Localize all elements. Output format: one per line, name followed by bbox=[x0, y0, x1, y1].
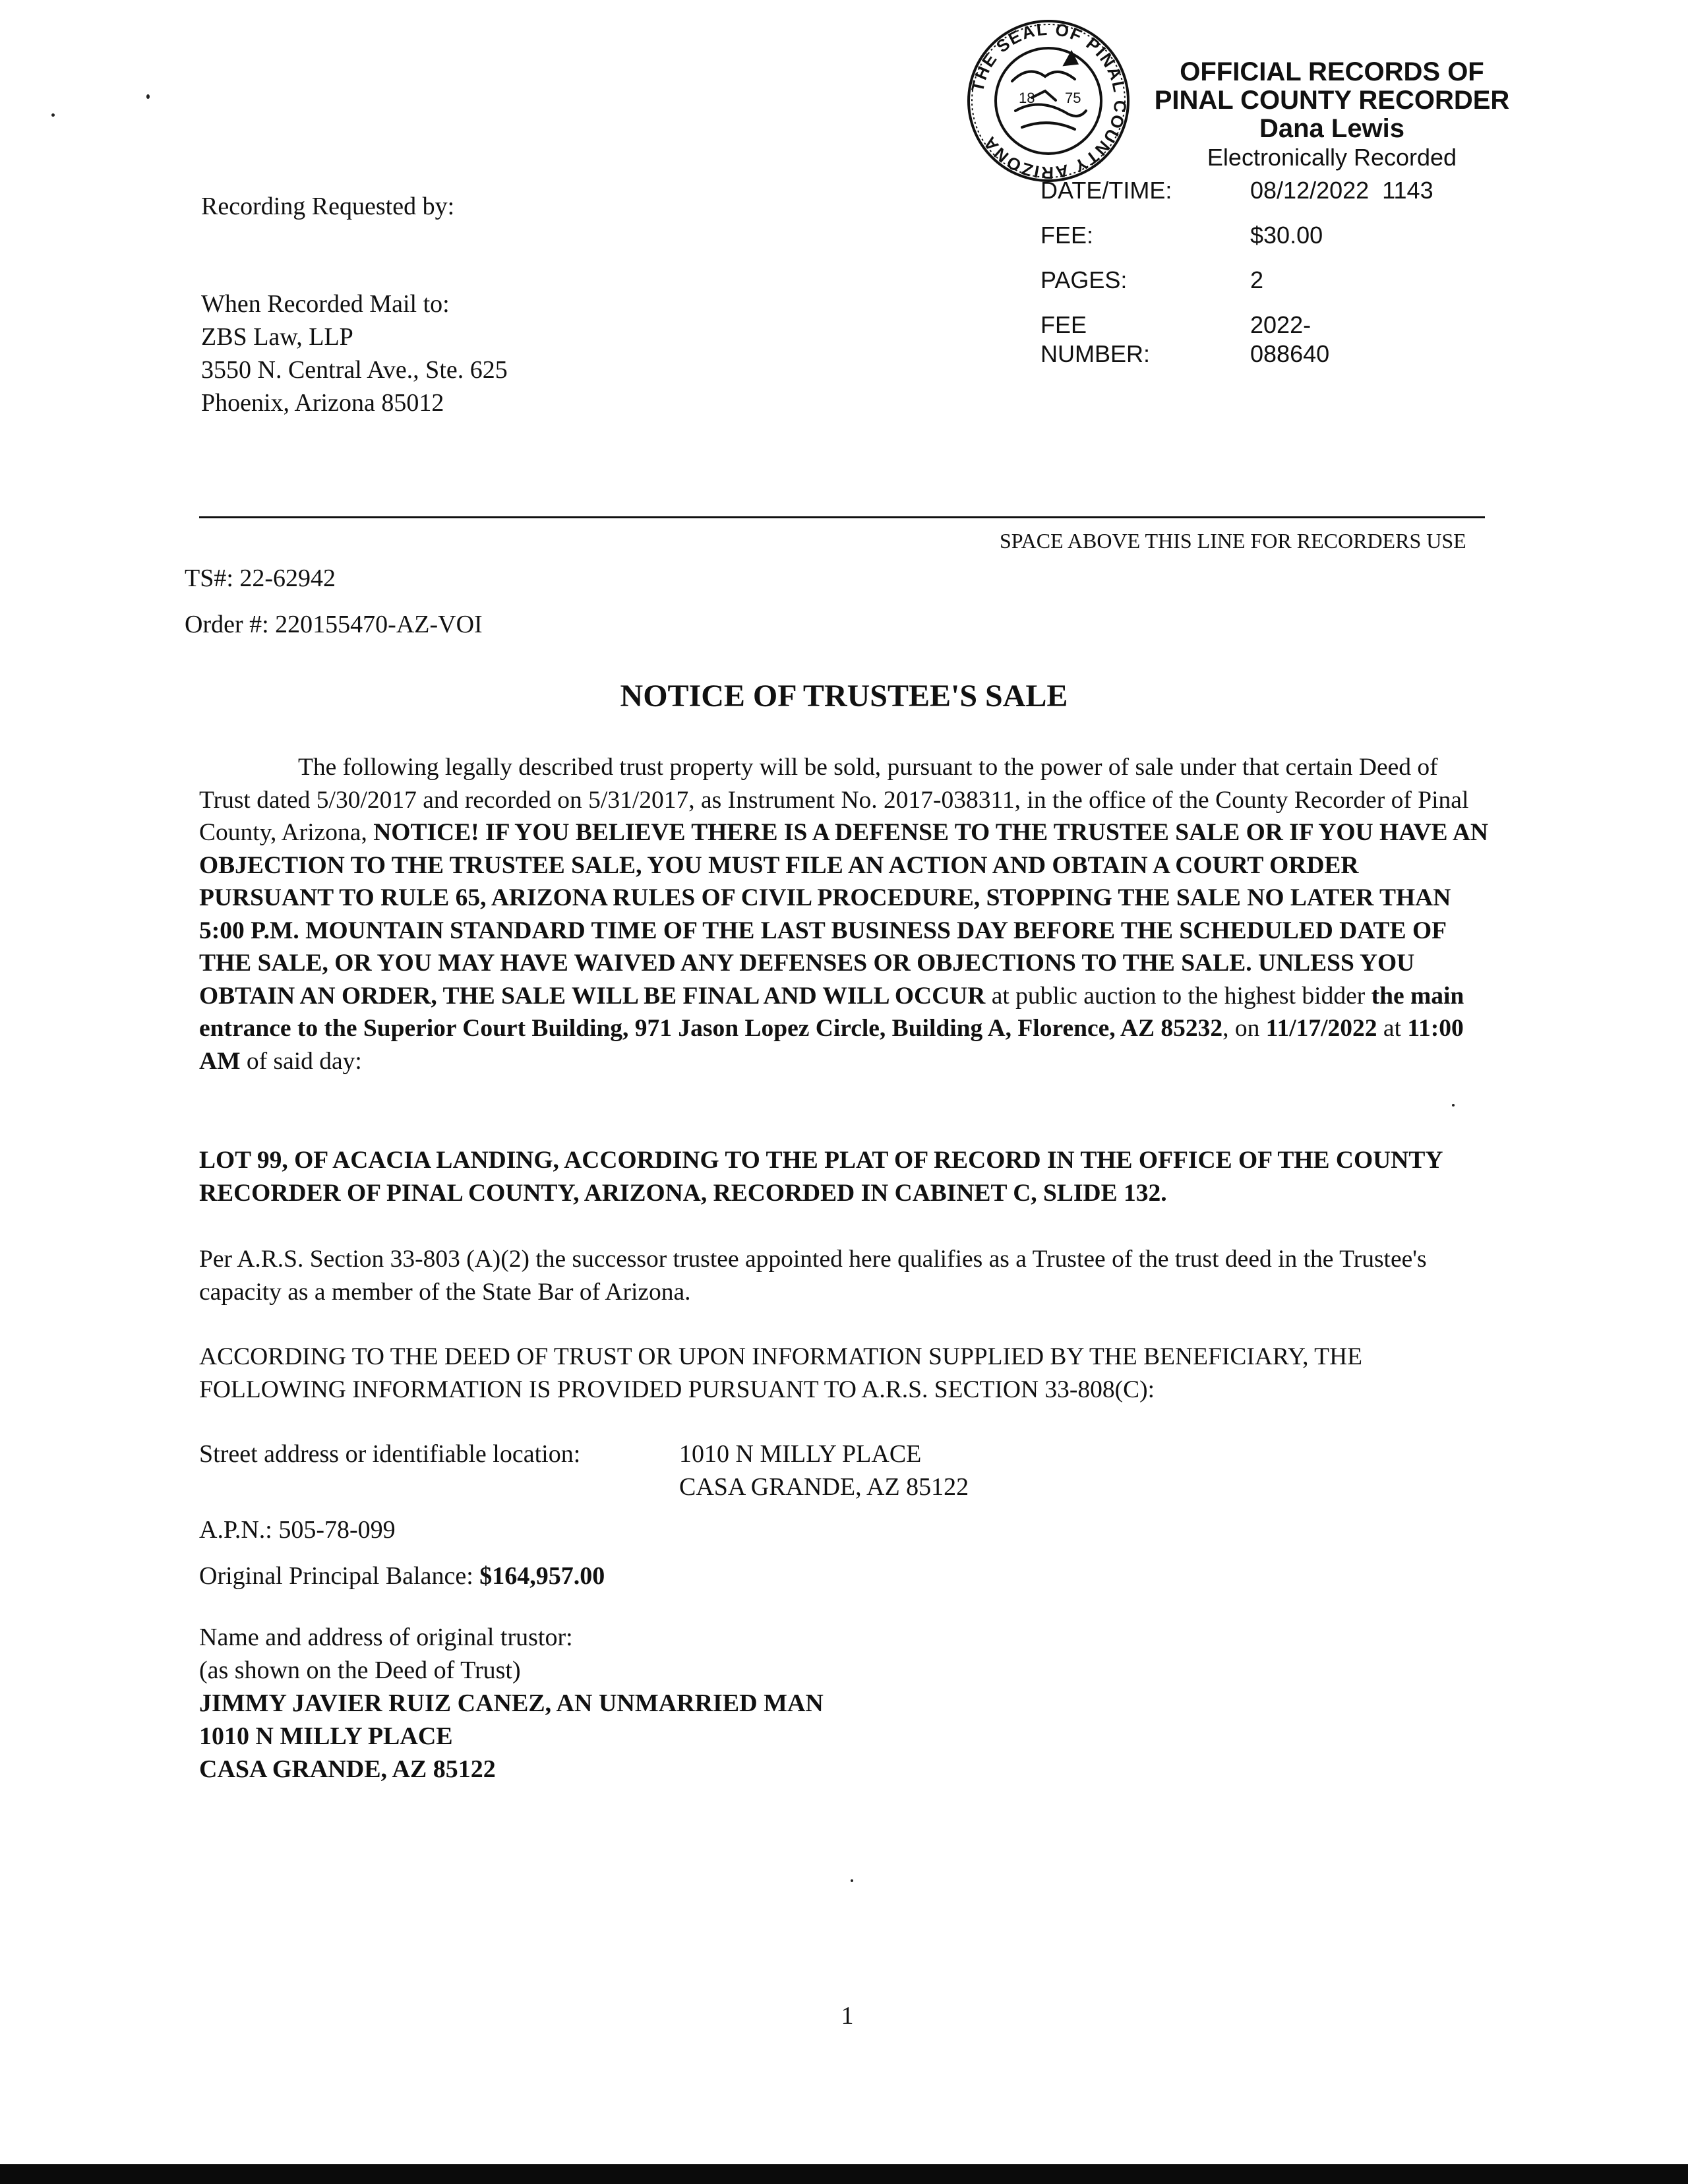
document-title: NOTICE OF TRUSTEE'S SALE bbox=[620, 679, 1068, 713]
info-paragraph: ACCORDING TO THE DEED OF TRUST OR UPON INFORMATION SUPPLIED BY THE BENEFICIARY, THE FOLLOWING INFORMATION IS PROVIDED PURSUANT TO A.R.S. SECTION 33-808(C): bbox=[199, 1343, 1363, 1403]
recorder-header bbox=[1134, 58, 1530, 171]
ts-number: TS#: 22-62942 bbox=[185, 564, 336, 592]
notice-at: at bbox=[1383, 1015, 1401, 1042]
scan-speck bbox=[851, 1879, 853, 1882]
legal-description: LOT 99, OF ACACIA LANDING, ACCORDING TO THE PLAT OF RECORD IN THE OFFICE OF THE COUNTY RECORDER OF PINAL COUNTY, ARIZONA, RECORDED IN CABINET C, SLIDE 132. bbox=[199, 1147, 1443, 1207]
trustor-block bbox=[199, 1621, 824, 1786]
recorders-use-note: SPACE ABOVE THIS LINE FOR RECORDERS USE bbox=[1000, 529, 1466, 553]
recorder-fields bbox=[1040, 176, 1502, 367]
principal-balance-row bbox=[199, 1560, 605, 1592]
county-seal bbox=[966, 18, 1131, 183]
scan-bottom-border bbox=[0, 2164, 1688, 2184]
trustor-name: JIMMY JAVIER RUIZ CANEZ, AN UNMARRIED MAN bbox=[199, 1689, 824, 1717]
order-number: Order #: 220155470-AZ-VOI bbox=[185, 611, 483, 638]
street-address-line1: 1010 N MILLY PLACE bbox=[679, 1440, 922, 1468]
ars-paragraph: Per A.R.S. Section 33-803 (A)(2) the successor trustee appointed here qualifies as a Trustee of the trust deed in the Trustee's capacity as a member of the State Bar of Arizona. bbox=[199, 1246, 1427, 1306]
scan-speck bbox=[51, 113, 55, 117]
field-value-date-time: 08/12/2022 1143 bbox=[1250, 177, 1433, 204]
scan-speck bbox=[1452, 1104, 1455, 1107]
principal-balance-value: $164,957.00 bbox=[479, 1562, 605, 1590]
street-address-line2: CASA GRANDE, AZ 85122 bbox=[679, 1473, 969, 1501]
sale-date: 11/17/2022 bbox=[1265, 1015, 1377, 1042]
recorder-title-line1: OFFICIAL RECORDS OF bbox=[1180, 57, 1484, 86]
mail-to-line: Phoenix, Arizona 85012 bbox=[201, 389, 444, 417]
sale-time: 11:00 AM bbox=[199, 1015, 1464, 1075]
recording-method: Electronically Recorded bbox=[1207, 144, 1457, 171]
field-value-fee-number: 2022-088640 bbox=[1250, 311, 1330, 367]
field-label-date-time: DATE/TIME: bbox=[1040, 177, 1172, 204]
mail-to-block bbox=[201, 288, 508, 419]
recorder-title-line2: PINAL COUNTY RECORDER bbox=[1154, 86, 1510, 115]
mail-to-line: ZBS Law, LLP bbox=[201, 323, 353, 351]
field-label-fee: FEE: bbox=[1040, 222, 1094, 249]
seal-year-left: 18 bbox=[1019, 90, 1035, 106]
sale-location: the main entrance to the Superior Court Building, 971 Jason Lopez Circle, Building A, Florence, AZ 85232 bbox=[199, 982, 1464, 1042]
trustor-label: Name and address of original trustor: bbox=[199, 1623, 573, 1651]
mail-to-label: When Recorded Mail to: bbox=[201, 290, 450, 318]
mail-to-line: 3550 N. Central Ave., Ste. 625 bbox=[201, 356, 508, 384]
trustor-address-line2: CASA GRANDE, AZ 85122 bbox=[199, 1755, 496, 1783]
recorders-use-divider bbox=[199, 516, 1485, 518]
trustor-label-note: (as shown on the Deed of Trust) bbox=[199, 1656, 521, 1684]
field-value-fee: $30.00 bbox=[1250, 222, 1323, 249]
apn-row bbox=[199, 1513, 396, 1546]
recording-requested-by: Recording Requested by: bbox=[201, 193, 455, 220]
apn-value: 505-78-099 bbox=[278, 1516, 396, 1544]
street-address-label: Street address or identifiable location: bbox=[199, 1440, 581, 1468]
notice-auction: at public auction to the highest bidder bbox=[991, 982, 1366, 1010]
seal-year-right: 75 bbox=[1065, 90, 1081, 106]
field-label-fee-number: FEE NUMBER: bbox=[1040, 311, 1151, 367]
scan-speck bbox=[146, 94, 150, 99]
page-number: 1 bbox=[841, 2002, 854, 2030]
field-value-pages: 2 bbox=[1250, 266, 1264, 293]
apn-label: A.P.N.: bbox=[199, 1516, 272, 1544]
seal-text: THE SEAL OF PINAL COUNTY ARIZONA bbox=[967, 18, 1131, 183]
recorder-name: Dana Lewis bbox=[1259, 114, 1405, 143]
street-address bbox=[679, 1438, 969, 1503]
trustor-address-line1: 1010 N MILLY PLACE bbox=[199, 1722, 453, 1750]
notice-intro: The following legally described trust property will be sold, pursuant to the power of sale under that certain Deed of Trust dated 5/30/2017 and recorded on 5/31/2017, as Instrument No. 2017-038311, in the office of the County Recorder of Pinal County, Arizona, bbox=[199, 754, 1469, 846]
notice-end: of said day: bbox=[246, 1047, 362, 1075]
notice-warning: NOTICE! IF YOU BELIEVE THERE IS A DEFENSE TO THE TRUSTEE SALE OR IF YOU HAVE AN OBJECTION TO THE TRUSTEE SALE, YOU MUST FILE AN ACTION AND OBTAIN A COURT ORDER PURSUANT TO RULE 65, ARIZONA RULES OF CIVIL PROCEDURE, STOPPING THE SALE NO LATER THAN 5:00 P.M. MOUNTAIN STANDARD TIME OF THE LAST BUSINESS DAY BEFORE THE SCHEDULED DATE OF THE SALE, OR YOU MAY HAVE WAIVED ANY DEFENSES OR OBJECTIONS TO THE SALE. UNLESS YOU OBTAIN AN ORDER, THE SALE WILL BE FINAL AND WILL OCCUR bbox=[199, 819, 1488, 1010]
notice-on: , on bbox=[1222, 1015, 1260, 1042]
principal-balance-label: Original Principal Balance: bbox=[199, 1562, 473, 1590]
field-label-pages: PAGES: bbox=[1040, 266, 1128, 293]
notice-body bbox=[199, 751, 1493, 1077]
